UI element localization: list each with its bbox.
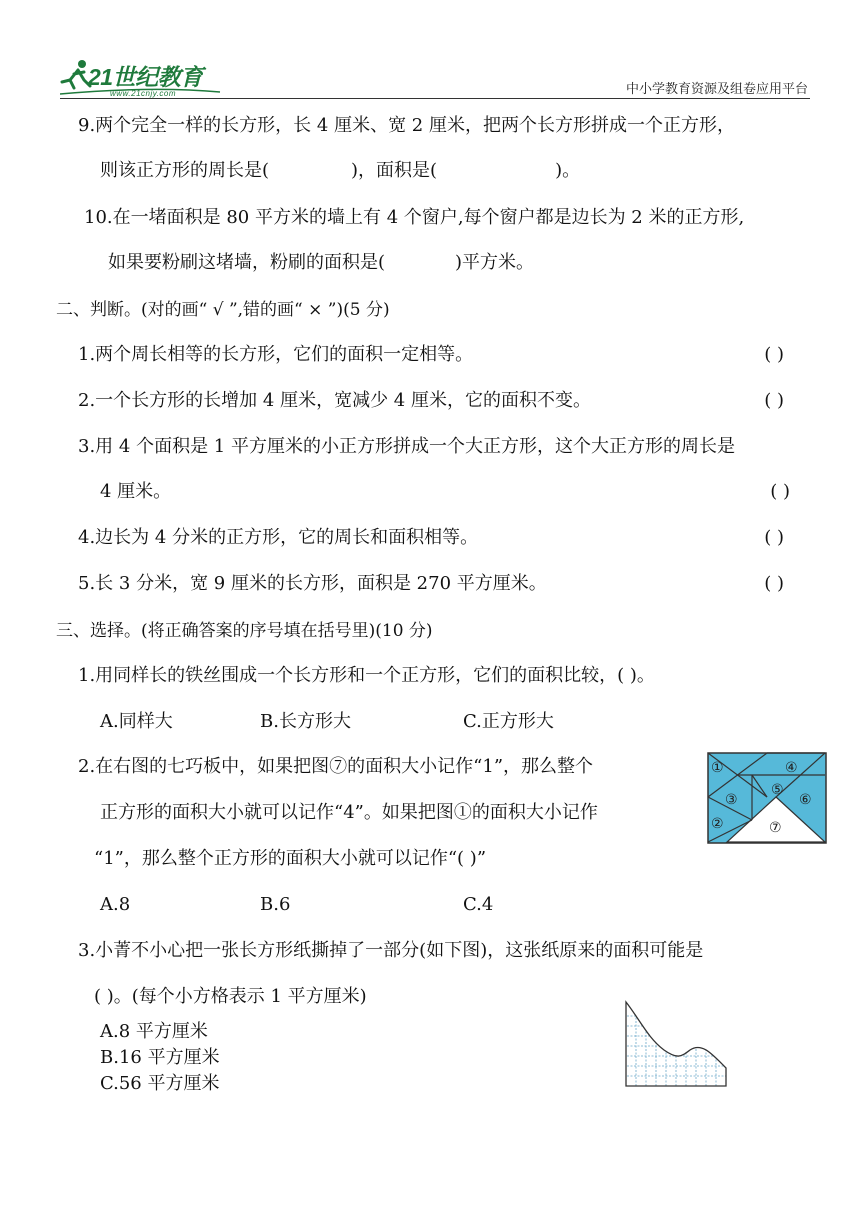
judge-item-5: 5.长 3 分米，宽 9 厘米的长方形，面积是 270 平方厘米。 (78, 573, 547, 594)
torn-paper-figure (620, 1000, 732, 1090)
tangram-figure (707, 752, 827, 844)
choice-q2-line-2: 正方形的面积大小就可以记作“4”。如果把图①的面积大小记作 (100, 802, 598, 823)
judge-blank-2[interactable]: ( ) (764, 390, 784, 411)
choice-q2-line-3: “1”，那么整个正方形的面积大小就可以记作“( )” (94, 848, 487, 869)
question-10-line-1: 10.在一堵面积是 80 平方米的墙上有 4 个窗户,每个窗户都是边长为 2 米的正方形, (84, 207, 745, 228)
tangram-label-7: ⑦ (769, 820, 782, 836)
choice-q2-line-1: 2.在右图的七巧板中，如果把图⑦的面积大小记作“1”，那么整个 (78, 756, 594, 777)
choice-q1-option-a[interactable]: A.同样大 (100, 711, 173, 732)
judge-item-3-cont: 4 厘米。 (100, 481, 172, 502)
choice-q2-option-c[interactable]: C.4 (463, 894, 494, 915)
section-choice-title: 三、选择。(将正确答案的序号填在括号里)(10 分) (56, 621, 433, 641)
judge-item-4: 4.边长为 4 分米的正方形，它的周长和面积相等。 (78, 527, 479, 548)
judge-item-3: 3.用 4 个面积是 1 平方厘米的小正方形拼成一个大正方形，这个大正方形的周长是 (78, 436, 735, 457)
q9-area-prompt: )，面积是( (351, 160, 438, 181)
choice-q3-option-c[interactable]: C.56 平方厘米 (100, 1073, 220, 1094)
choice-q3-line-2: ( )。(每个小方格表示 1 平方厘米) (94, 986, 367, 1007)
question-9-line-2 (100, 159, 580, 183)
runner-icon (62, 60, 90, 88)
tangram-label-3: ③ (725, 792, 738, 808)
q10-prompt: 如果要粉刷这堵墙，粉刷的面积是( (108, 252, 386, 273)
tangram-label-1: ① (711, 760, 724, 776)
q10-end: )平方米。 (455, 252, 535, 273)
header-divider (60, 98, 810, 99)
choice-q1-option-b[interactable]: B.长方形大 (260, 711, 351, 732)
judge-item-2: 2.一个长方形的长增加 4 厘米，宽减少 4 厘米，它的面积不变。 (78, 390, 591, 411)
question-10-line-2 (108, 251, 534, 275)
judge-item-1: 1.两个周长相等的长方形，它们的面积一定相等。 (78, 344, 474, 365)
judge-blank-4[interactable]: ( ) (764, 527, 784, 548)
tangram-label-5: ⑤ (771, 782, 784, 798)
judge-blank-3[interactable]: ( ) (770, 481, 790, 502)
choice-q2-option-b[interactable]: B.6 (260, 894, 291, 915)
choice-q1: 1.用同样长的铁丝围成一个长方形和一个正方形，它们的面积比较，( )。 (78, 665, 655, 686)
tangram-label-6: ⑥ (799, 792, 812, 808)
platform-title: 中小学教育资源及组卷应用平台 (625, 82, 808, 97)
tangram-label-4: ④ (785, 760, 798, 776)
choice-q3-option-b[interactable]: B.16 平方厘米 (100, 1047, 220, 1068)
judge-blank-5[interactable]: ( ) (764, 573, 784, 594)
tangram-label-2: ② (711, 816, 724, 832)
choice-q3-line-1: 3.小菁不小心把一张长方形纸撕掉了一部分(如下图)，这张纸原来的面积可能是 (78, 940, 704, 961)
q9-perimeter-prompt: 则该正方形的周长是( (100, 160, 270, 181)
choice-q3-option-a[interactable]: A.8 平方厘米 (100, 1021, 208, 1042)
choice-q1-option-c[interactable]: C.正方形大 (463, 711, 554, 732)
judge-blank-1[interactable]: ( ) (764, 344, 784, 365)
logo-url: www.21cnjy.com (110, 89, 176, 98)
section-judge-title: 二、判断。(对的画“ √ ”,错的画“ × ”)(5 分) (56, 300, 390, 320)
question-9-line-1: 9.两个完全一样的长方形，长 4 厘米、宽 2 厘米，把两个长方形拼成一个正方形， (78, 115, 735, 136)
q9-end: )。 (555, 160, 581, 181)
choice-q2-option-a[interactable]: A.8 (100, 894, 131, 915)
logo-text: 21世纪教育 (88, 64, 203, 90)
